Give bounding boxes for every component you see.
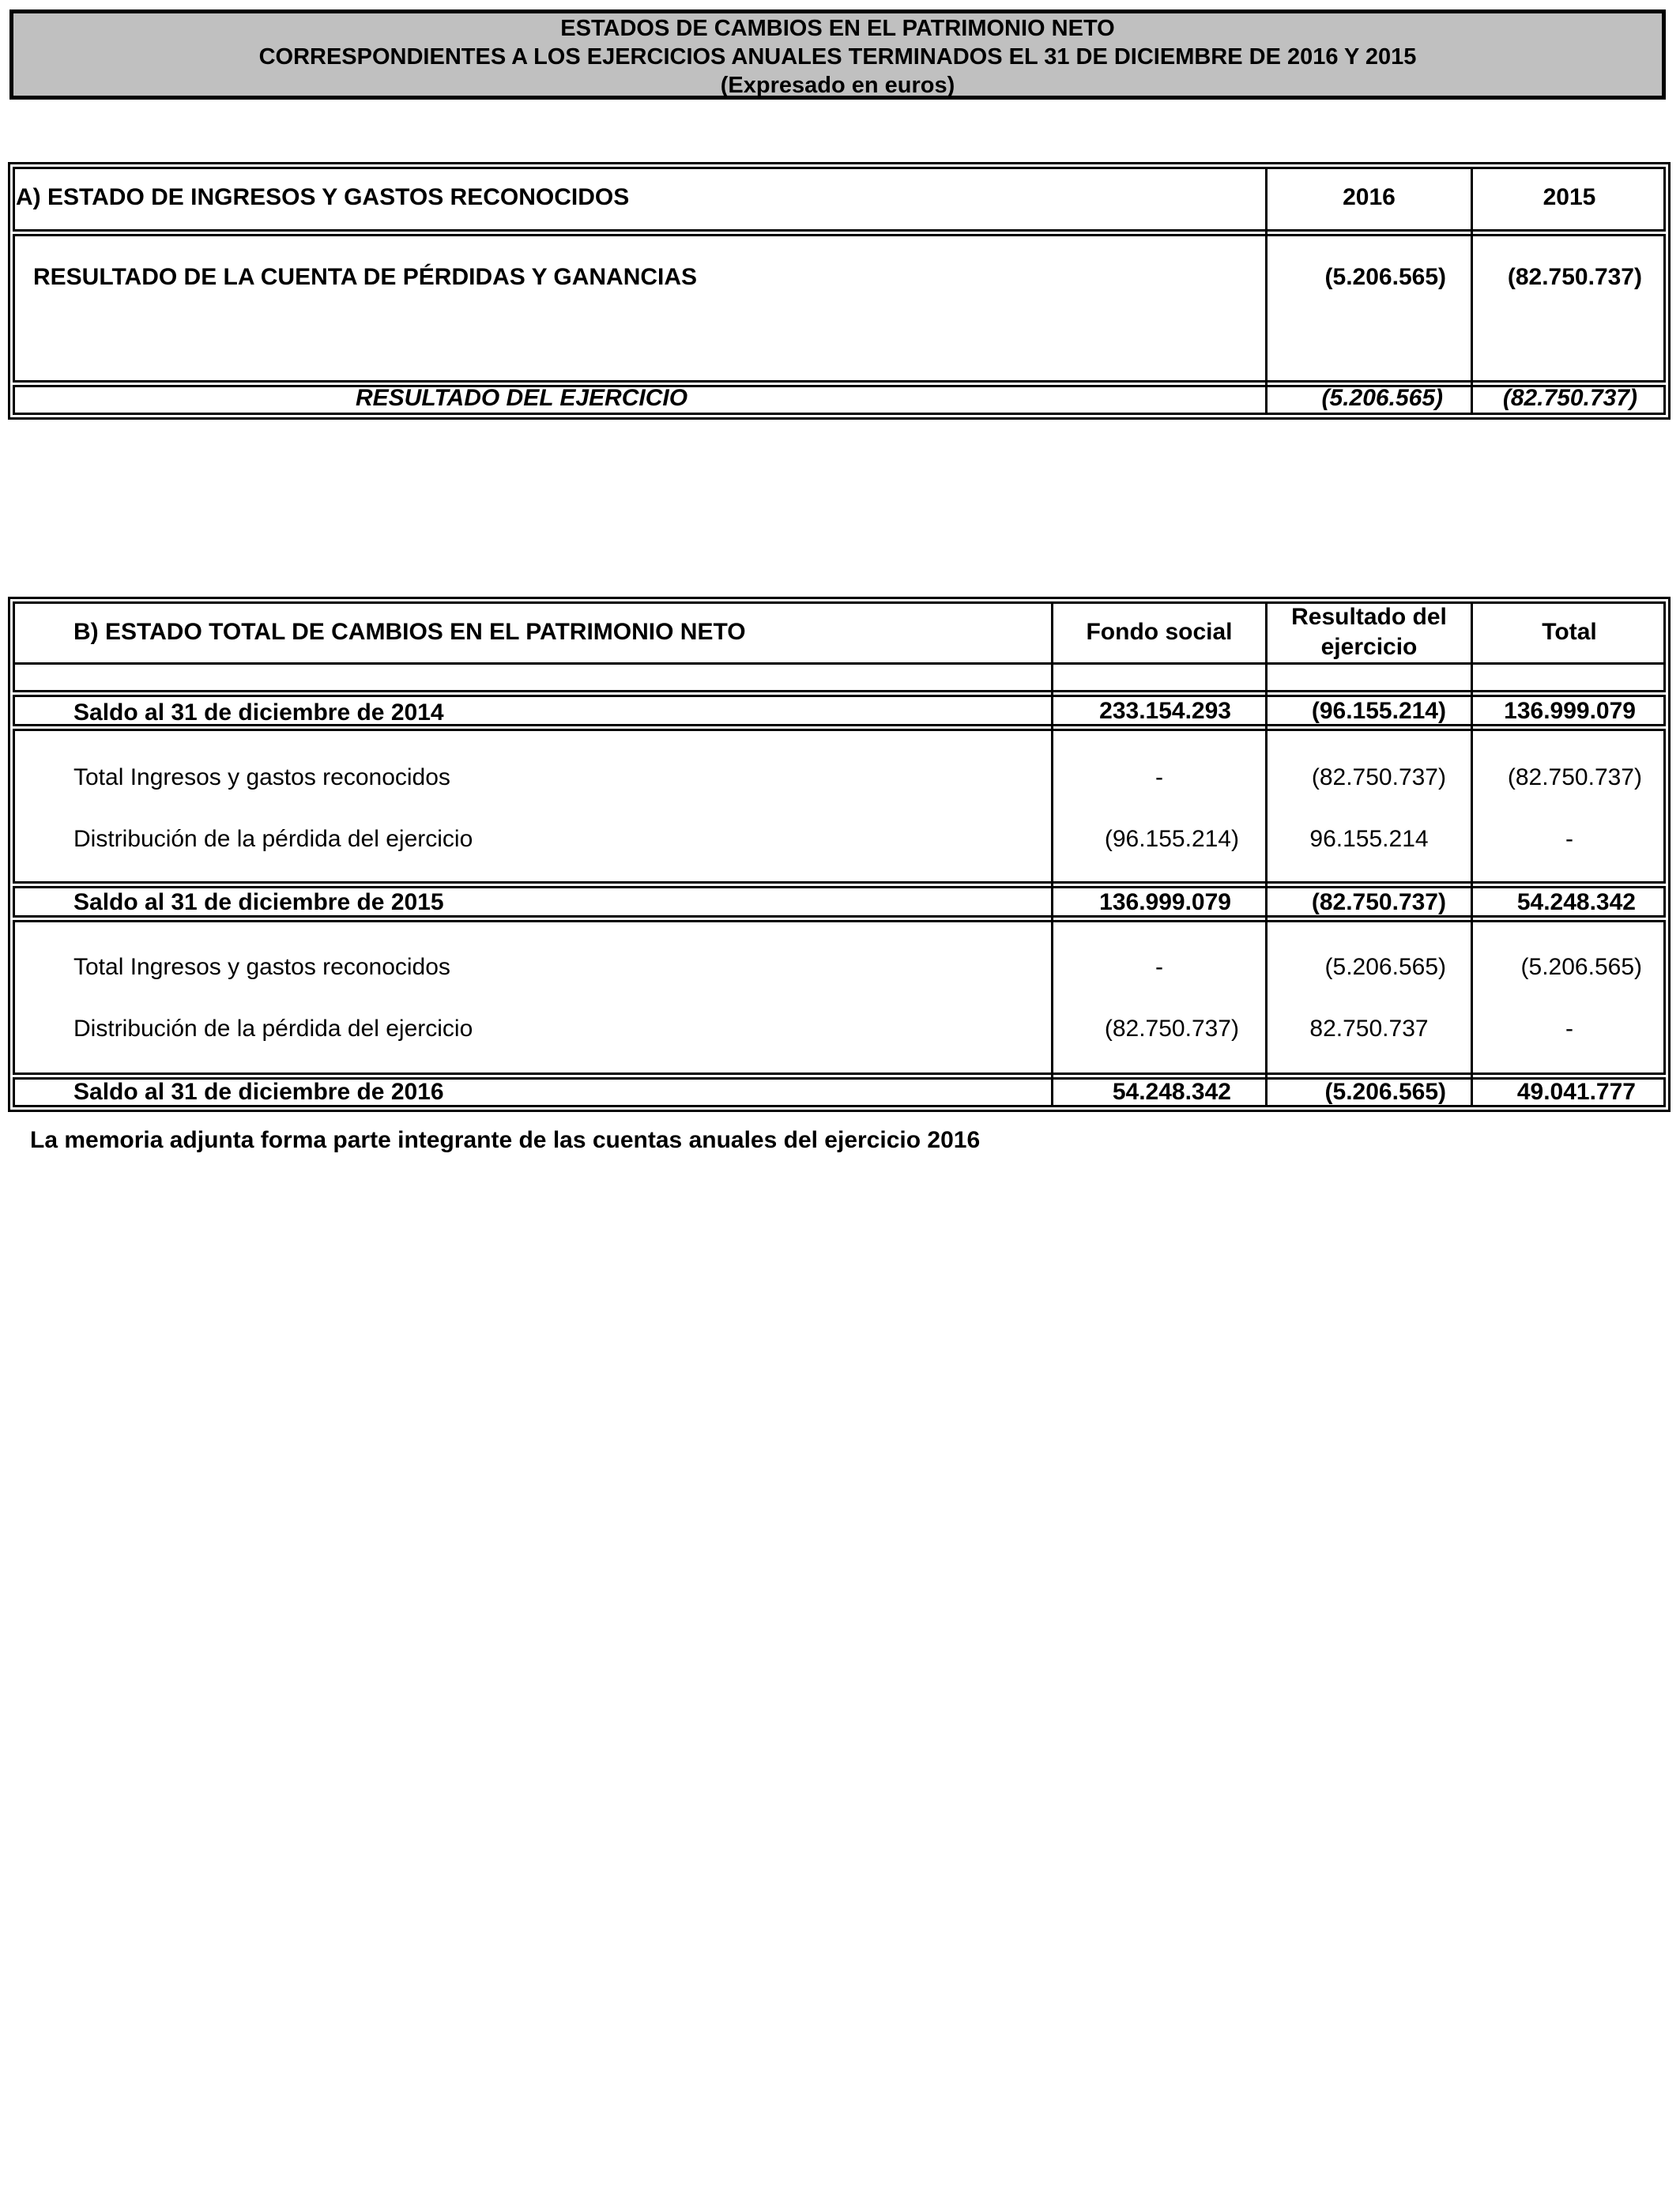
mov-2015-ingresos-total: (82.750.737) bbox=[1507, 764, 1642, 790]
saldo-2014-total: 136.999.079 bbox=[1504, 698, 1636, 724]
saldo-2015-label: Saldo al 31 de diciembre de 2015 bbox=[73, 889, 444, 915]
saldo-2016-resultado: (5.206.565) bbox=[1324, 1079, 1446, 1105]
mov-2016-ingresos-fondo: - bbox=[1155, 954, 1163, 980]
column-header-total: Total bbox=[1542, 619, 1597, 645]
section-a-title: A) ESTADO DE INGRESOS Y GASTOS RECONOCIDOS bbox=[16, 184, 630, 210]
section-a-body-row bbox=[13, 234, 1666, 383]
saldo-2016-label: Saldo al 31 de diciembre de 2016 bbox=[73, 1079, 444, 1105]
mov-2015-ingresos-label: Total Ingresos y gastos reconocidos bbox=[73, 764, 450, 790]
header-subtitle: CORRESPONDIENTES A LOS EJERCICIOS ANUALES TERMINADOS EL 31 DE DICIEMBRE DE 2016 Y 2015 bbox=[258, 44, 1417, 70]
mov-2015-distribucion-total: - bbox=[1565, 826, 1573, 852]
column-header-2016: 2016 bbox=[1343, 184, 1396, 210]
mov-2015-distribucion-resultado: 96.155.214 bbox=[1309, 826, 1429, 852]
mov-2016-distribucion-total: - bbox=[1565, 1016, 1573, 1042]
mov-2016-ingresos-total: (5.206.565) bbox=[1520, 954, 1642, 980]
resultado-cuenta-2016: (5.206.565) bbox=[1324, 264, 1446, 290]
mov-2015-distribucion-fondo: (96.155.214) bbox=[1104, 826, 1239, 852]
header-currency-note: (Expresado en euros) bbox=[720, 73, 955, 98]
saldo-2014-label: Saldo al 31 de diciembre de 2014 bbox=[73, 699, 444, 726]
movements-2016-block bbox=[13, 920, 1666, 1075]
saldo-2015-total: 54.248.342 bbox=[1516, 889, 1636, 915]
mov-2016-distribucion-resultado: 82.750.737 bbox=[1309, 1016, 1429, 1042]
resultado-cuenta-2015: (82.750.737) bbox=[1507, 264, 1642, 290]
resultado-ejercicio-2016: (5.206.565) bbox=[1321, 385, 1443, 411]
mov-2016-ingresos-resultado: (5.206.565) bbox=[1324, 954, 1446, 980]
mov-2015-ingresos-fondo: - bbox=[1155, 764, 1163, 790]
mov-2016-distribucion-label: Distribución de la pérdida del ejercicio bbox=[73, 1016, 473, 1042]
section-b-title: B) ESTADO TOTAL DE CAMBIOS EN EL PATRIMONIO NETO bbox=[73, 619, 746, 645]
column-header-resultado-line2: ejercicio bbox=[1320, 634, 1418, 660]
resultado-ejercicio-label: RESULTADO DEL EJERCICIO bbox=[356, 385, 688, 411]
saldo-2016-total: 49.041.777 bbox=[1516, 1079, 1636, 1105]
header-title: ESTADOS DE CAMBIOS EN EL PATRIMONIO NETO bbox=[560, 16, 1115, 41]
saldo-2015-resultado: (82.750.737) bbox=[1311, 889, 1446, 915]
column-header-fondo-social: Fondo social bbox=[1086, 619, 1233, 645]
resultado-ejercicio-2015: (82.750.737) bbox=[1502, 385, 1637, 411]
column-header-2015: 2015 bbox=[1543, 184, 1596, 210]
mov-2016-distribucion-fondo: (82.750.737) bbox=[1104, 1016, 1239, 1042]
saldo-2015-fondo: 136.999.079 bbox=[1099, 889, 1231, 915]
saldo-2014-fondo: 233.154.293 bbox=[1099, 698, 1231, 724]
resultado-cuenta-label: RESULTADO DE LA CUENTA DE PÉRDIDAS Y GANANCIAS bbox=[33, 264, 698, 290]
saldo-2016-fondo: 54.248.342 bbox=[1112, 1079, 1231, 1105]
section-b-spacer-row bbox=[13, 662, 1666, 692]
mov-2015-ingresos-resultado: (82.750.737) bbox=[1311, 764, 1446, 790]
column-header-resultado-line1: Resultado del bbox=[1291, 604, 1447, 630]
mov-2016-ingresos-label: Total Ingresos y gastos reconocidos bbox=[73, 954, 450, 980]
mov-2015-distribucion-label: Distribución de la pérdida del ejercicio bbox=[73, 826, 473, 852]
movements-2015-block bbox=[13, 729, 1666, 884]
document-header bbox=[9, 9, 1666, 100]
footnote: La memoria adjunta forma parte integrante de las cuentas anuales del ejercicio 2016 bbox=[30, 1127, 981, 1153]
saldo-2014-resultado: (96.155.214) bbox=[1311, 698, 1446, 724]
